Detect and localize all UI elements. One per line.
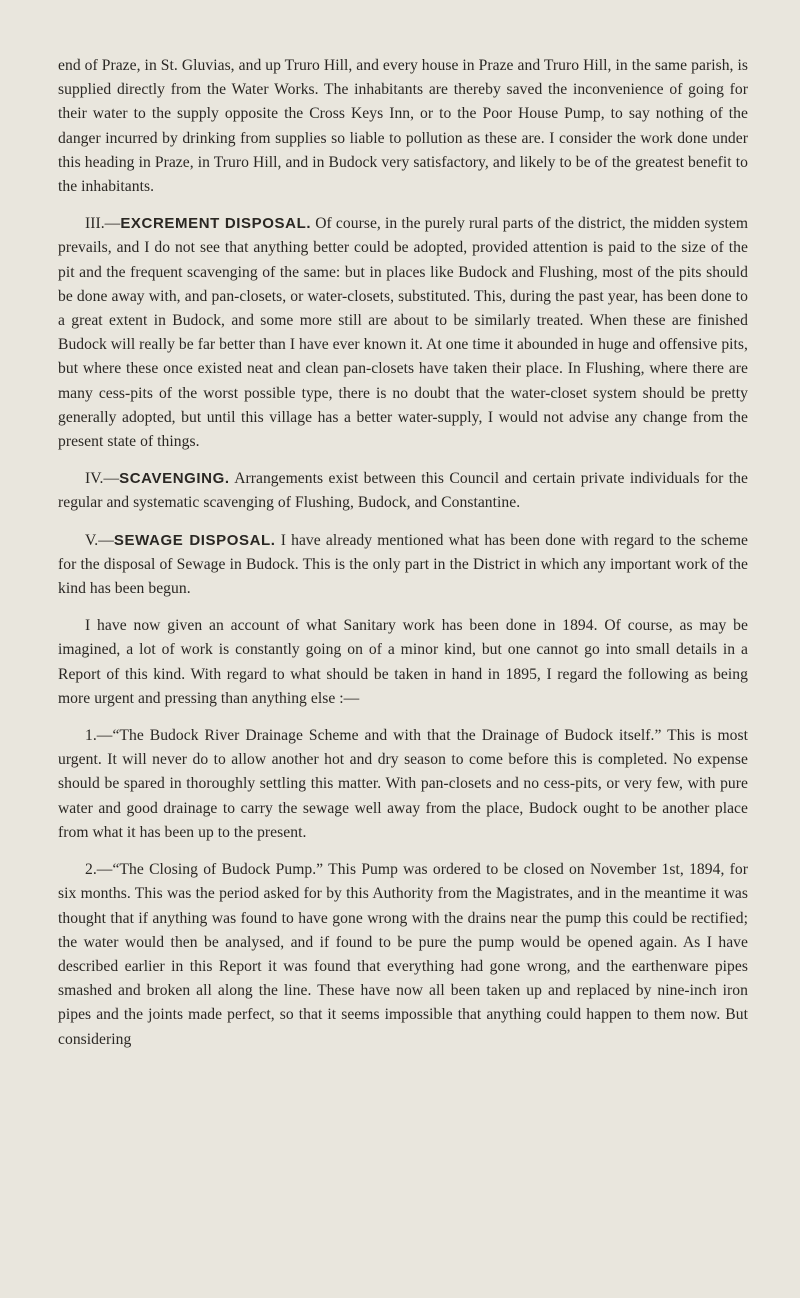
section-text: Of course, in the purely rural parts of the district, the midden system prevails, and I do not see that anything better could be adopted, provided attention is paid to the size of the pit and the frequent scavenging of the same: but in places like Budock and Flushing, most of the pits should be done away with, and pan-closets, or water-closets, substituted. This, during the past year, has been done to a great extent in Budock, and some more still are about to be similarly treated. When these are finished Budock will really be far better than I have ever known it. At one time it abounded in huge and offensive pits, but where these once existed neat and clean pan-closets have taken their place. In Flushing, where there are many cess-pits of the worst possible type, there is no doubt that the water-closet system should be pretty generally adopted, but until this village has a better water-supply, I would not advise any change from the present state of things. [58, 215, 749, 451]
section-text: I have already mentioned what has been done with regard to the scheme for the disposal of Sewage in Budock. This is the only part in the District in which any important work of the kind has been begun. [58, 531, 748, 598]
section-number: V.— [85, 531, 114, 549]
list-item-river-drainage [58, 724, 748, 845]
section-scavenging [58, 467, 748, 515]
section-heading: SEWAGE DISPOSAL. [113, 531, 276, 549]
section-number: III.— [85, 215, 121, 233]
section-excrement-disposal [58, 212, 748, 454]
section-number: IV.— [85, 470, 120, 488]
section-heading: EXCREMENT DISPOSAL. [120, 215, 312, 233]
list-item-text: 2.—“The Closing of Budock Pump.” This Pump was ordered to be closed on November 1st, 1894, for six months. This was the period asked for by this Authority from the Magistrates, and in the meantime it was thought that if anything was found to have gone wrong with the drains near the pump this could be rectified; the water would then be analysed, and if found to be pure the pump would be opened again. As I have described earlier in this Report it was found that everything had gone wrong, and the earthenware pipes smashed and broken all along the line. These have now all been taken up and replaced by nine-inch iron pipes and the joints made perfect, so that it seems impossible that anything could happen to them now. But considering [58, 861, 748, 1048]
paragraph-text: I have now given an account of what Sanitary work has been done in 1894. Of course, as may be imagined, a lot of work is constantly going on of a minor kind, but one cannot go into small details in a Report of this kind. With regard to what should be taken in hand in 1895, I regard the following as being more urgent and pressing than anything else :— [58, 617, 748, 707]
section-heading: SCAVENGING. [119, 470, 230, 488]
list-item-text: 1.—“The Budock River Drainage Scheme and with that the Drainage of Budock itself.” This is most urgent. It will never do to allow another hot and dry season to come before this is completed. No expense should be spared in thoroughly settling this matter. With pan-closets and no cess-pits, or very few, with pure water and good drainage to carry the sewage well away from the place, Budock ought to be another place from what it has been up to the present. [58, 727, 748, 841]
section-text: Arrangements exist between this Council and certain private individuals for the regular and systematic scavenging of Flushing, Budock, and Constantine. [58, 470, 748, 512]
paragraph-summary-1894 [58, 614, 748, 711]
paragraph-water-supply [58, 54, 748, 199]
paragraph-text: end of Praze, in St. Gluvias, and up Truro Hill, and every house in Praze and Truro Hill, in the same parish, is supplied directly from the Water Works. The inhabitants are thereby saved the inconvenience of going for their water to the supply opposite the Cross Keys Inn, or to the Poor House Pump, to say nothing of the danger incurred by drinking from supplies so liable to pollution as these are. I consider the work done under this heading in Praze, in Truro Hill, and in Budock very satisfactory, and likely to be of the greatest benefit to the inhabitants. [58, 57, 748, 196]
section-sewage-disposal [58, 529, 748, 602]
list-item-budock-pump [58, 858, 748, 1052]
document-body [58, 54, 748, 1065]
